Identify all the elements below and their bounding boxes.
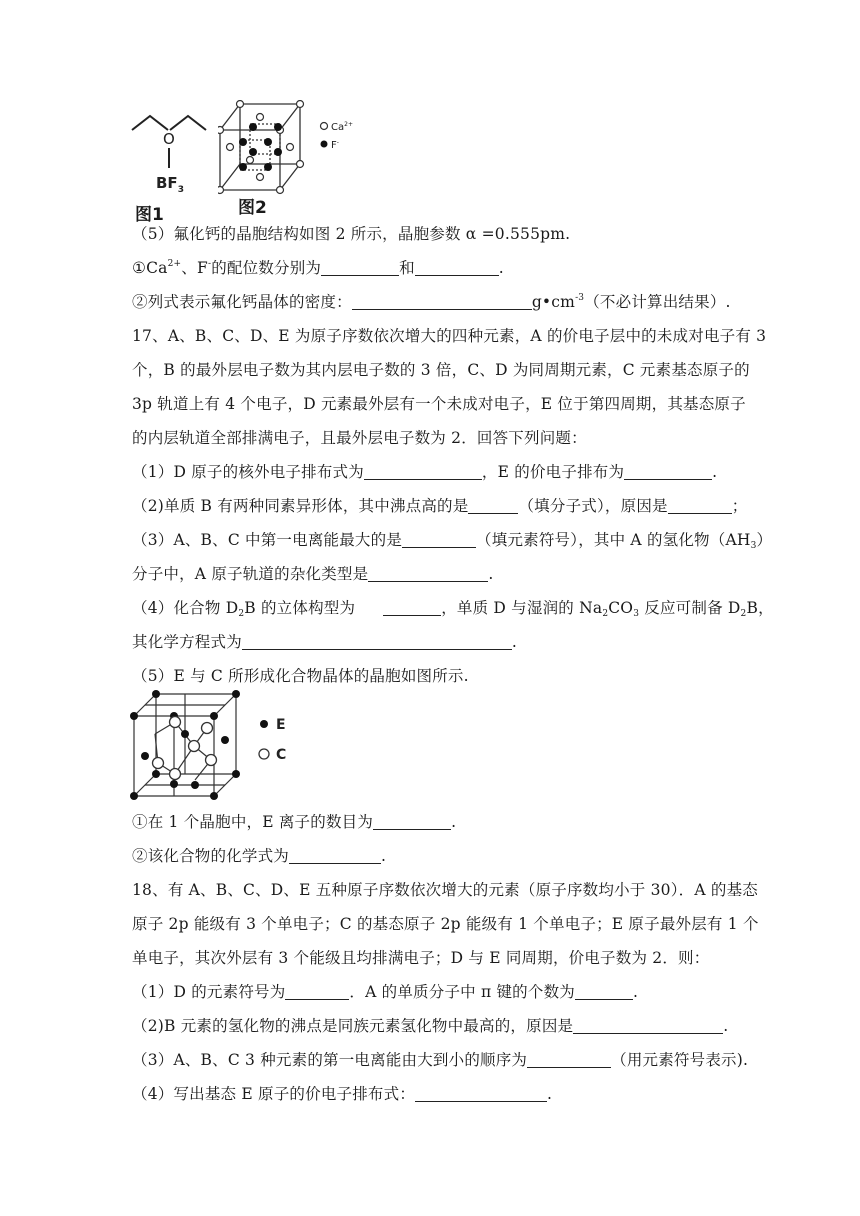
q17-part-3: （3）A、B、C 中第一电离能最大的是 （填元素符号），其中 A 的氢化物$(AH_3)$: [132, 531, 773, 551]
fig1-atom-o: O: [163, 130, 175, 148]
fig3-legend-e: E: [276, 717, 286, 733]
answer-blank[interactable]: [402, 531, 476, 548]
q18-part-4: （4）写出基态 E 原子的价电子排布式： .: [132, 1085, 553, 1103]
q18-part-2: （2)B 元素的氢化物的沸点是同族元素氢化物中最高的，原因是 .: [132, 1017, 729, 1035]
q17-part-2: （2)单质 B 有两种同素异形体，其中沸点高的是 （填分子式），原因是 ；: [132, 497, 748, 515]
answer-blank[interactable]: [368, 565, 488, 582]
q17-stem-1: 17、A、B、C、D、E 为原子序数依次增大的四种元素，A 的价电子层中的未成对电子有 3: [132, 327, 767, 345]
answer-blank[interactable]: [352, 293, 532, 310]
answer-blank[interactable]: [468, 497, 518, 514]
answer-blank[interactable]: [242, 633, 512, 650]
q17-part-1: （1）D 原子的核外电子排布式为 ，E 的价电子排布为 .: [132, 463, 718, 481]
fig1-bf3-label: $BF_3$: [156, 174, 184, 195]
q16-5-sub1: $①Ca^{2+}$、F-的配位数分别为 和 .: [132, 259, 504, 277]
q17-part-3-cont: 分子中，A 原子轨道的杂化类型是 .: [132, 565, 494, 583]
fig3-legend-c: C: [276, 747, 287, 763]
q17-part-5: （5）E 与 C 所形成化合物晶体的晶胞如图所示.: [132, 667, 469, 685]
figure-1-molecule: [128, 100, 218, 195]
fig2-legend-f: F-: [331, 139, 339, 151]
q18-stem-2: 原子 2p 能级有 3 个单电子；C 的基态原子 2p 能级有 1 个单电子；E 原子最外层有 1 个: [132, 915, 759, 933]
q18-stem-3: 单电子，其次外层有 3 个能级且均排满电子；D 与 E 同周期，价电子数为 2．则：: [132, 949, 710, 967]
q17-part-5-sub1: ①在 1 个晶胞中，E 离子的数目为 .: [132, 813, 457, 831]
q17-part-4: （4）化合物 $D_2B$ 的立体构型为 ，单质 D 与湿润的 $Na_2CO_3$ 反应可制备 $D_2B$，: [132, 599, 774, 619]
q18-stem-1: 18、有 A、B、C、D、E 五种原子序数依次增大的元素（原子序数均小于 30）．A 的基态: [132, 881, 758, 899]
figure-2-caf2-cell: [218, 100, 368, 200]
figure-1-label: 图1: [135, 205, 164, 225]
q17-stem-4: 的内层轨道全部排满电子，且最外层电子数为 2．回答下列问题：: [132, 429, 587, 447]
answer-blank[interactable]: [321, 259, 399, 276]
q17-stem-3: 3p 轨道上有 4 个电子，D 元素最外层有一个未成对电子，E 位于第四周期，其基态原子: [132, 395, 746, 413]
answer-blank[interactable]: [668, 497, 732, 514]
q16-5-intro: （5）氟化钙的晶胞结构如图 2 所示，晶胞参数 α =0.555pm.: [132, 225, 571, 243]
q17-part-4-cont: 其化学方程式为 .: [132, 633, 518, 651]
q16-5-sub2: ②列式表示氟化钙晶体的密度： $g•cm^{-3}$（不必计算出结果）.: [132, 293, 731, 311]
q18-part-1: （1）D 的元素符号为 ．A 的单质分子中 π 键的个数为 .: [132, 983, 639, 1001]
answer-blank[interactable]: [527, 1051, 611, 1068]
answer-blank[interactable]: [624, 463, 712, 480]
answer-blank[interactable]: [289, 847, 381, 864]
answer-blank[interactable]: [364, 463, 482, 480]
answer-blank[interactable]: [383, 599, 441, 616]
answer-blank[interactable]: [285, 983, 349, 1000]
answer-blank[interactable]: [573, 1017, 723, 1034]
q17-part-5-sub2: ②该化合物的化学式为 .: [132, 847, 387, 865]
answer-blank[interactable]: [373, 813, 451, 830]
figure-2-label: 图2: [238, 198, 267, 218]
answer-blank[interactable]: [415, 1085, 547, 1102]
answer-blank[interactable]: [575, 983, 633, 1000]
fig2-legend-ca: $Ca^{2+}$: [331, 121, 353, 133]
answer-blank[interactable]: [415, 259, 499, 276]
q18-part-3: （3）A、B、C 3 种元素的第一电离能由大到小的顺序为 （用元素符号表示).: [132, 1051, 749, 1069]
q17-stem-2: 个，B 的最外层电子数为其内层电子数的 3 倍，C、D 为同周期元素，C 元素基态原子的: [132, 361, 750, 379]
figure-3-ec-cell: [128, 688, 298, 804]
